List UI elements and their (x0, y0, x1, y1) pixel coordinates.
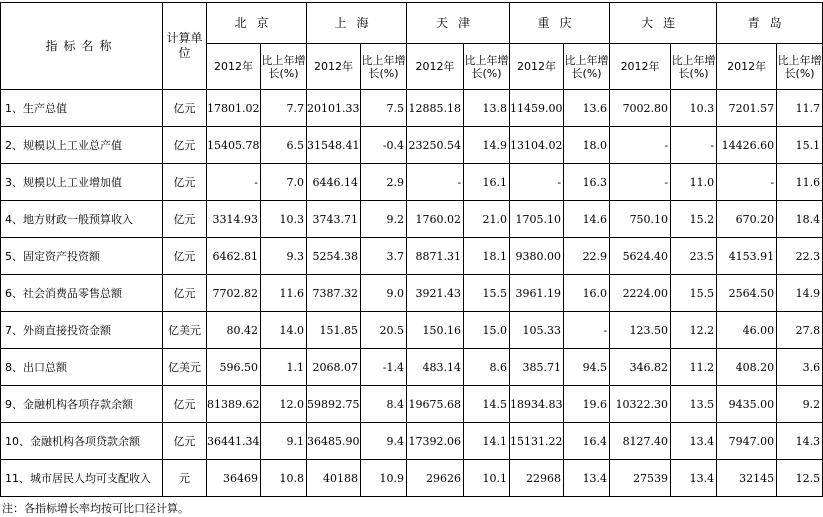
table-row (1, 201, 823, 238)
indicator-header: 指标名称 (1, 3, 163, 90)
growth-cell: 13.4 (671, 460, 717, 497)
indicator-name: 11、城市居民人均可支配收入 (1, 460, 163, 497)
table-row (1, 90, 823, 127)
value-cell: 46.00 (717, 312, 777, 349)
value-cell: 385.71 (510, 349, 564, 386)
table-body (1, 90, 823, 497)
value-cell: 59892.75 (307, 386, 361, 423)
value-cell: 6446.14 (307, 164, 361, 201)
growth-cell: 14.1 (464, 423, 510, 460)
table-row (1, 127, 823, 164)
value-cell: 1705.10 (510, 201, 564, 238)
growth-cell: 23.5 (671, 238, 717, 275)
growth-cell: 12.0 (261, 386, 307, 423)
growth-cell: 11.6 (777, 164, 823, 201)
value-cell: 32145 (717, 460, 777, 497)
value-cell: 11459.00 (510, 90, 564, 127)
indicator-name: 9、金融机构各项存款余额 (1, 386, 163, 423)
unit-cell: 亿元 (163, 238, 207, 275)
indicator-name: 5、固定资产投资额 (1, 238, 163, 275)
value-cell: 13104.02 (510, 127, 564, 164)
table-row (1, 275, 823, 312)
value-cell: 18934.83 (510, 386, 564, 423)
growth-cell: 27.8 (777, 312, 823, 349)
unit-cell: 亿元 (163, 164, 207, 201)
growth-cell: 11.2 (671, 349, 717, 386)
value-cell: 8871.31 (407, 238, 464, 275)
growth-cell: 94.5 (564, 349, 610, 386)
value-cell: 19675.68 (407, 386, 464, 423)
growth-cell: 7.7 (261, 90, 307, 127)
growth-cell: 9.3 (261, 238, 307, 275)
growth-cell: 11.0 (671, 164, 717, 201)
growth-cell: 9.1 (261, 423, 307, 460)
unit-cell: 亿元 (163, 423, 207, 460)
unit-cell: 亿美元 (163, 349, 207, 386)
value-cell: - (207, 164, 261, 201)
value-cell: 40188 (307, 460, 361, 497)
header-row-cities (1, 3, 823, 44)
value-cell: 12885.18 (407, 90, 464, 127)
table-row (1, 423, 823, 460)
value-cell: 29626 (407, 460, 464, 497)
table-row (1, 312, 823, 349)
growth-cell: 22.3 (777, 238, 823, 275)
growth-subheader: 比上年增长(%) (464, 44, 510, 90)
value-cell: 346.82 (610, 349, 671, 386)
growth-cell: 14.9 (777, 275, 823, 312)
unit-header: 计算单位 (163, 3, 207, 90)
growth-cell: 8.6 (464, 349, 510, 386)
growth-cell: 19.6 (564, 386, 610, 423)
value-cell: 10322.30 (610, 386, 671, 423)
value-cell: 17392.06 (407, 423, 464, 460)
growth-cell: 15.2 (671, 201, 717, 238)
value-cell: - (610, 127, 671, 164)
value-cell: 23250.54 (407, 127, 464, 164)
year-subheader: 2012年 (307, 44, 361, 90)
growth-cell: 3.7 (361, 238, 407, 275)
growth-cell: 16.0 (564, 275, 610, 312)
growth-cell: 16.1 (464, 164, 510, 201)
unit-cell: 元 (163, 460, 207, 497)
growth-cell: 13.5 (671, 386, 717, 423)
growth-cell: 3.6 (777, 349, 823, 386)
growth-cell: 7.5 (361, 90, 407, 127)
table-row (1, 349, 823, 386)
growth-cell: 7.0 (261, 164, 307, 201)
value-cell: 81389.62 (207, 386, 261, 423)
growth-cell: 15.1 (777, 127, 823, 164)
year-subheader: 2012年 (207, 44, 261, 90)
growth-subheader: 比上年增长(%) (361, 44, 407, 90)
growth-cell: 10.1 (464, 460, 510, 497)
value-cell: 7702.82 (207, 275, 261, 312)
value-cell: 150.16 (407, 312, 464, 349)
growth-cell: 9.4 (361, 423, 407, 460)
growth-cell: 10.3 (671, 90, 717, 127)
unit-cell: 亿元 (163, 90, 207, 127)
value-cell: 7002.80 (610, 90, 671, 127)
value-cell: 2224.00 (610, 275, 671, 312)
growth-cell: 10.8 (261, 460, 307, 497)
value-cell: 7201.57 (717, 90, 777, 127)
value-cell: 670.20 (717, 201, 777, 238)
growth-cell: 14.9 (464, 127, 510, 164)
indicator-name: 1、生产总值 (1, 90, 163, 127)
value-cell: 3743.71 (307, 201, 361, 238)
value-cell: 15131.22 (510, 423, 564, 460)
growth-cell: 8.4 (361, 386, 407, 423)
unit-cell: 亿元 (163, 275, 207, 312)
unit-cell: 亿美元 (163, 312, 207, 349)
city-header: 北京 (207, 3, 307, 44)
value-cell: 596.50 (207, 349, 261, 386)
growth-cell: 13.6 (564, 90, 610, 127)
unit-cell: 亿元 (163, 386, 207, 423)
statistics-table (0, 2, 823, 497)
growth-cell: 11.6 (261, 275, 307, 312)
value-cell: 36441.34 (207, 423, 261, 460)
value-cell: - (610, 164, 671, 201)
growth-subheader: 比上年增长(%) (564, 44, 610, 90)
growth-cell: 18.1 (464, 238, 510, 275)
growth-cell: 13.4 (671, 423, 717, 460)
value-cell: 123.50 (610, 312, 671, 349)
growth-cell: 12.5 (777, 460, 823, 497)
table-row (1, 386, 823, 423)
indicator-name: 3、规模以上工业增加值 (1, 164, 163, 201)
growth-subheader: 比上年增长(%) (261, 44, 307, 90)
value-cell: - (407, 164, 464, 201)
unit-cell: 亿元 (163, 201, 207, 238)
growth-cell: 9.2 (361, 201, 407, 238)
value-cell: 3314.93 (207, 201, 261, 238)
value-cell: 2564.50 (717, 275, 777, 312)
value-cell: 9380.00 (510, 238, 564, 275)
growth-cell: 15.0 (464, 312, 510, 349)
growth-cell: 16.3 (564, 164, 610, 201)
value-cell: - (717, 164, 777, 201)
growth-subheader: 比上年增长(%) (671, 44, 717, 90)
growth-cell: 6.5 (261, 127, 307, 164)
growth-cell: -0.4 (361, 127, 407, 164)
growth-cell: 9.2 (777, 386, 823, 423)
growth-cell: 22.9 (564, 238, 610, 275)
value-cell: 1760.02 (407, 201, 464, 238)
growth-cell: 2.9 (361, 164, 407, 201)
growth-cell: - (564, 312, 610, 349)
indicator-name: 4、地方财政一般预算收入 (1, 201, 163, 238)
value-cell: 5624.40 (610, 238, 671, 275)
indicator-name: 10、金融机构各项贷款余额 (1, 423, 163, 460)
value-cell: 80.42 (207, 312, 261, 349)
indicator-name: 8、出口总额 (1, 349, 163, 386)
growth-cell: 14.5 (464, 386, 510, 423)
value-cell: 8127.40 (610, 423, 671, 460)
value-cell: 15405.78 (207, 127, 261, 164)
city-header: 青岛 (717, 3, 823, 44)
growth-cell: 1.1 (261, 349, 307, 386)
growth-cell: 18.4 (777, 201, 823, 238)
value-cell: 6462.81 (207, 238, 261, 275)
value-cell: 483.14 (407, 349, 464, 386)
growth-cell: 14.3 (777, 423, 823, 460)
year-subheader: 2012年 (407, 44, 464, 90)
city-header: 大连 (610, 3, 717, 44)
value-cell: 3921.43 (407, 275, 464, 312)
indicator-name: 6、社会消费品零售总额 (1, 275, 163, 312)
year-subheader: 2012年 (717, 44, 777, 90)
growth-cell: - (671, 127, 717, 164)
growth-cell: 20.5 (361, 312, 407, 349)
city-header: 上海 (307, 3, 407, 44)
value-cell: 2068.07 (307, 349, 361, 386)
value-cell: 20101.33 (307, 90, 361, 127)
value-cell: 4153.91 (717, 238, 777, 275)
growth-cell: 10.3 (261, 201, 307, 238)
growth-cell: 15.5 (464, 275, 510, 312)
year-subheader: 2012年 (510, 44, 564, 90)
growth-cell: 11.7 (777, 90, 823, 127)
value-cell: 36485.90 (307, 423, 361, 460)
value-cell: 3961.19 (510, 275, 564, 312)
value-cell: 105.33 (510, 312, 564, 349)
growth-cell: 15.5 (671, 275, 717, 312)
growth-cell: 16.4 (564, 423, 610, 460)
unit-cell: 亿元 (163, 127, 207, 164)
growth-cell: 12.2 (671, 312, 717, 349)
year-subheader: 2012年 (610, 44, 671, 90)
growth-cell: -1.4 (361, 349, 407, 386)
growth-cell: 9.0 (361, 275, 407, 312)
value-cell: 7947.00 (717, 423, 777, 460)
table-row (1, 164, 823, 201)
growth-cell: 14.6 (564, 201, 610, 238)
value-cell: 22968 (510, 460, 564, 497)
growth-cell: 18.0 (564, 127, 610, 164)
footnote: 注：各指标增长率均按可比口径计算。 (2, 502, 189, 515)
table-row (1, 238, 823, 275)
value-cell: 27539 (610, 460, 671, 497)
growth-cell: 13.4 (564, 460, 610, 497)
growth-subheader: 比上年增长(%) (777, 44, 823, 90)
growth-cell: 10.9 (361, 460, 407, 497)
growth-cell: 14.0 (261, 312, 307, 349)
indicator-name: 7、外商直接投资金额 (1, 312, 163, 349)
growth-cell: 13.8 (464, 90, 510, 127)
value-cell: 7387.32 (307, 275, 361, 312)
city-header: 重庆 (510, 3, 610, 44)
value-cell: 36469 (207, 460, 261, 497)
city-header: 天津 (407, 3, 510, 44)
indicator-name: 2、规模以上工业总产值 (1, 127, 163, 164)
value-cell: 750.10 (610, 201, 671, 238)
table-row (1, 460, 823, 497)
value-cell: 5254.38 (307, 238, 361, 275)
value-cell: 31548.41 (307, 127, 361, 164)
value-cell: 14426.60 (717, 127, 777, 164)
value-cell: 9435.00 (717, 386, 777, 423)
value-cell: - (510, 164, 564, 201)
growth-cell: 21.0 (464, 201, 510, 238)
value-cell: 408.20 (717, 349, 777, 386)
value-cell: 17801.02 (207, 90, 261, 127)
value-cell: 151.85 (307, 312, 361, 349)
